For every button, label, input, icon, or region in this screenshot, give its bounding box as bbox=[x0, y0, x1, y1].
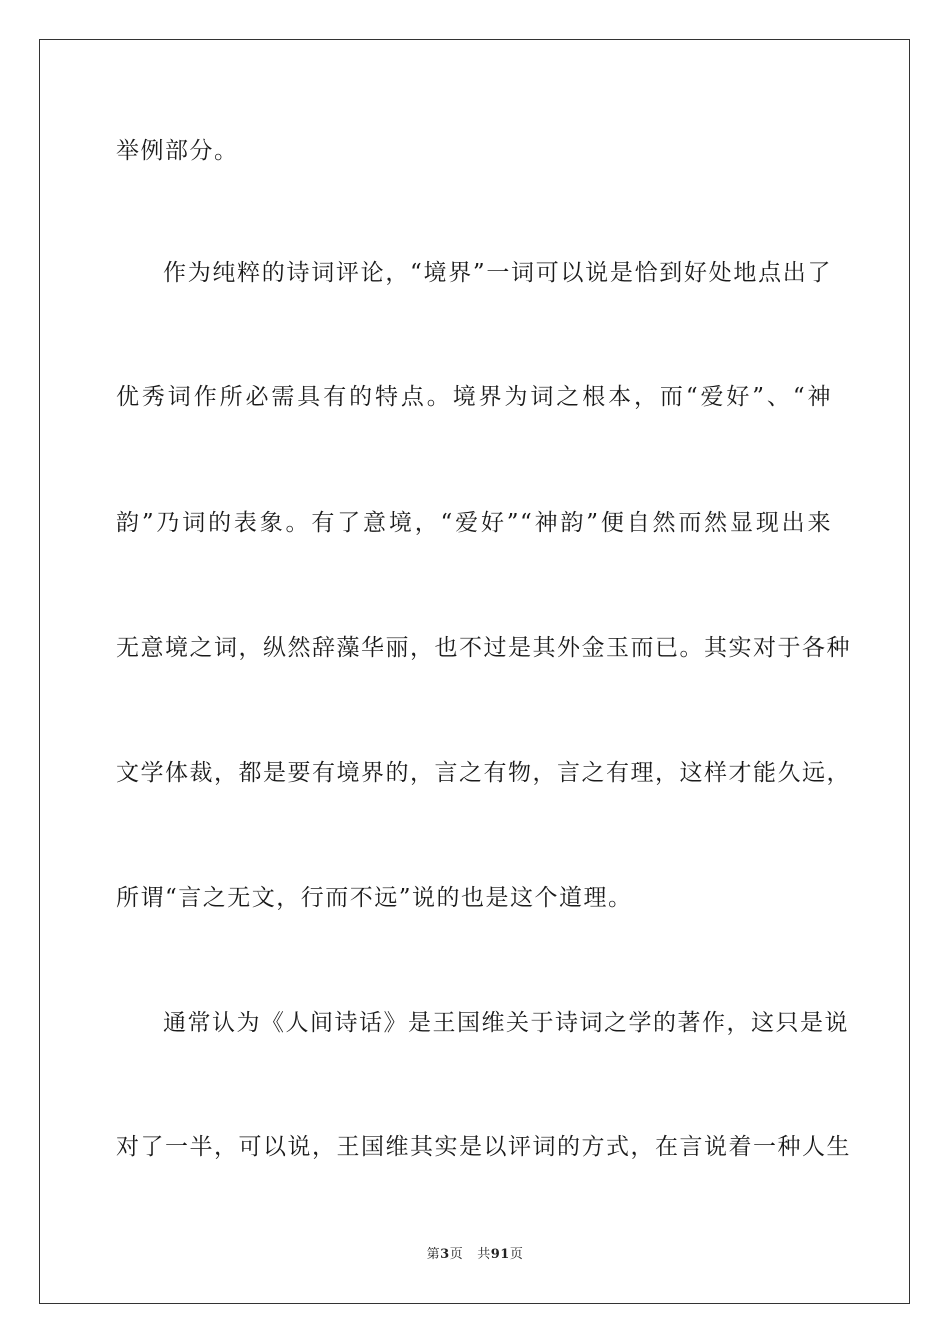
text-line-5: 无意境之词，纵然辞藻华丽，也不过是其外金玉而已。其实对于各种 bbox=[116, 635, 851, 661]
footer-total-prefix: 共 bbox=[477, 1247, 491, 1262]
text-line-3: 优秀词作所必需具有的特点。境界为词之根本，而“爱好”、“神 bbox=[116, 384, 832, 410]
text-line-6: 文学体裁，都是要有境界的，言之有物，言之有理，这样才能久远， bbox=[116, 760, 851, 786]
text-line-9: 对了一半，可以说，王国维其实是以评词的方式，在言说着一种人生 bbox=[116, 1134, 851, 1160]
text-line-4: 韵”乃词的表象。有了意境，“爱好”“神韵”便自然而然显现出来 bbox=[116, 510, 832, 536]
page-footer bbox=[0, 1246, 950, 1264]
text-line-2: 作为纯粹的诗词评论，“境界”一词可以说是恰到好处地点出了 bbox=[163, 260, 832, 286]
text-line-8: 通常认为《人间诗话》是王国维关于诗词之学的著作，这只是说 bbox=[163, 1010, 849, 1036]
total-pages-number: 91 bbox=[490, 1247, 510, 1262]
footer-page-prefix: 第 bbox=[426, 1247, 441, 1262]
footer-total-suffix: 页 bbox=[509, 1247, 524, 1262]
current-page-number: 3 bbox=[440, 1247, 450, 1262]
text-line-1: 举例部分。 bbox=[116, 138, 239, 164]
footer-page-suffix: 页 bbox=[449, 1247, 464, 1262]
text-line-7: 所谓“言之无文，行而不远”说的也是这个道理。 bbox=[116, 885, 633, 911]
page-border bbox=[39, 39, 910, 1304]
